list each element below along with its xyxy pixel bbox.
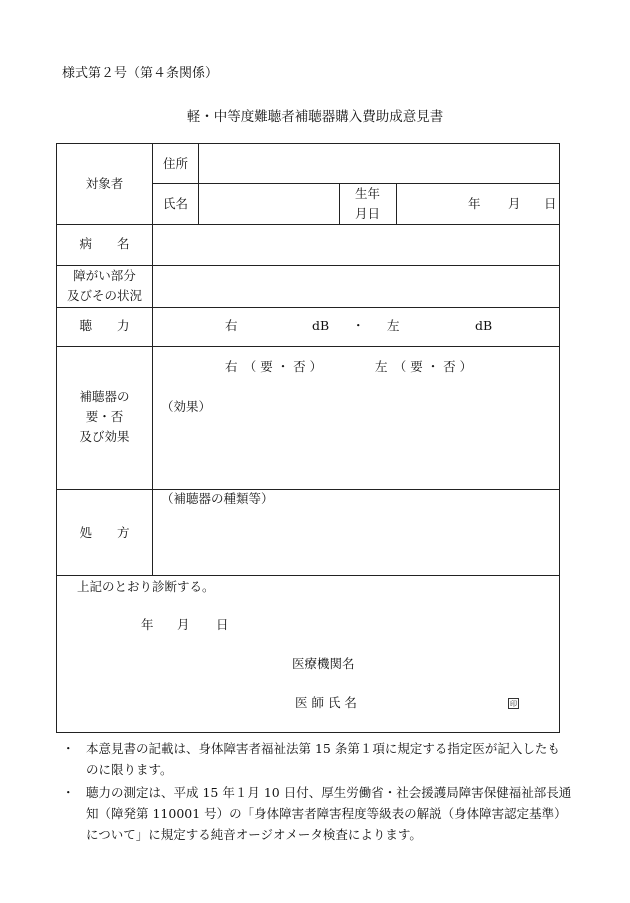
note-bullet: ・ [62, 741, 75, 756]
hearing-left-unit: dB [475, 318, 493, 333]
birth-label-divider [396, 183, 397, 224]
row-divider-disability [57, 307, 560, 308]
document-title: 軽・中等度難聴者補聴器購入費助成意見書 [186, 109, 444, 125]
disability-label-line2: 及びその状況 [66, 288, 142, 303]
diagnosis-year-unit: 年 [141, 617, 154, 632]
form-code: 様式第２号（第４条関係） [62, 66, 219, 81]
note-item [62, 738, 572, 780]
row-divider-disease [57, 265, 560, 266]
birth-month-unit: 月 [508, 196, 521, 211]
diagnosis-month-unit: 月 [177, 617, 190, 632]
aid-left-need[interactable]: 左 （ 要 ・ 否 ） [375, 359, 473, 374]
hearing-separator: ・ [352, 318, 365, 333]
hearing-label: 聴 力 [79, 318, 130, 333]
diagnosis-statement: 上記のとおり診断する。 [77, 579, 215, 594]
row-divider-prescription [57, 575, 560, 576]
aid-label-line3: 及び効果 [79, 429, 130, 444]
aid-label-line1: 補聴器の [79, 389, 130, 404]
row-divider-subject [57, 224, 560, 225]
row-divider-aid [57, 489, 560, 490]
birth-label-line1: 生年 [354, 186, 380, 201]
prescription-note: （補聴器の種類等） [161, 491, 274, 506]
aid-right-need[interactable]: 右 （ 要 ・ 否 ） [225, 359, 323, 374]
disability-label-line1: 障がい部分 [73, 268, 136, 283]
note-text: 本意見書の記載は、身体障害者福祉法第 15 条第１項に規定する指定医が記入したものに限ります。 [86, 741, 560, 777]
aid-label-line2: 要・否 [85, 409, 124, 424]
row-divider-hearing [57, 346, 560, 347]
label-column-divider [152, 144, 153, 575]
birth-label-line2: 月日 [354, 206, 380, 221]
subject-label: 対象者 [85, 176, 124, 191]
institution-label: 医療機関名 [292, 656, 355, 671]
doctor-name-label: 医 師 氏 名 [295, 695, 357, 710]
address-label: 住所 [163, 156, 189, 171]
note-bullet: ・ [62, 785, 75, 800]
hearing-right-unit: dB [312, 318, 330, 333]
note-item [62, 782, 572, 845]
prescription-label: 処 方 [79, 525, 130, 540]
disease-label: 病 名 [79, 236, 130, 251]
aid-effect-label: （効果） [161, 399, 212, 414]
field-label-divider [198, 144, 199, 224]
notes-section [62, 738, 572, 847]
row-divider-address [152, 183, 560, 184]
hearing-left-label: 左 [387, 318, 400, 333]
birth-year-unit: 年 [468, 196, 481, 211]
opinion-form-table [56, 143, 560, 733]
name-label: 氏名 [163, 196, 189, 211]
hearing-right-label: 右 [225, 318, 238, 333]
birth-day-unit: 日 [544, 196, 557, 211]
seal-stamp-icon: 印 [510, 700, 517, 708]
note-text: 聴力の測定は、平成 15 年１月 10 日付、厚生労働省・社会援護局障害保健福祉部長通知（障発第 110001 号）の「身体障害者障害程度等級表の解説（身体障害認定基準）について」に規定する純音オージオメータ検査によります。 [86, 785, 572, 842]
diagnosis-day-unit: 日 [216, 617, 229, 632]
